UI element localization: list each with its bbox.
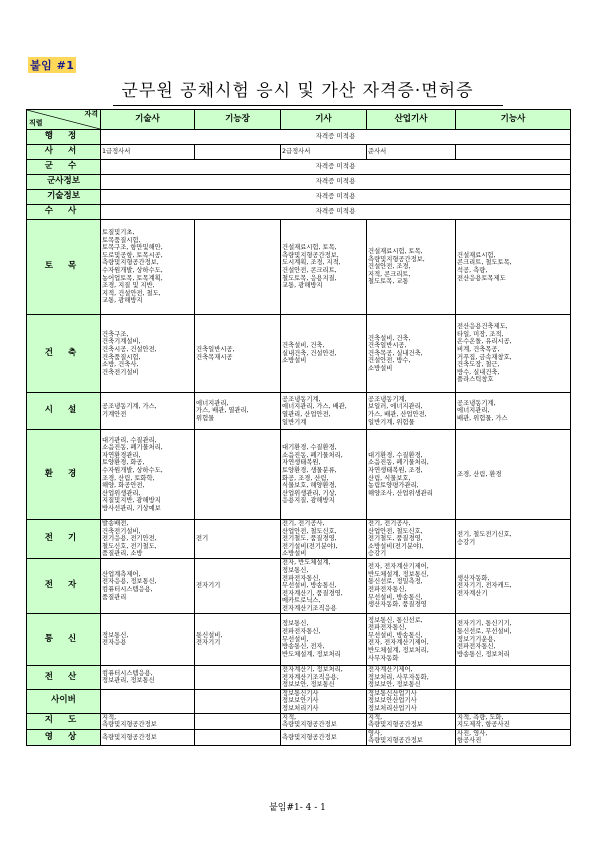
table-cell: 대기관리, 수질관리, 소음진동, 폐기물처리, 자연환경관리, 토양환경, 화공, 수자원개발, 상하수도, 조경, 산림, 토화학, 해양, 화공안전, 산업위생관리, 지질및지반, 광해방지 방사선관리, 기상예보 <box>101 430 195 520</box>
table-cell-span: 자격증 미적용 <box>101 130 571 145</box>
table-cell: 토질및기초, 토목품질시험, 토목구조, 항만및해안, 도로및공항, 토목시공, 측량및지형공간정보, 수자원개발, 상하수도, 농어업토목, 토목계획, 조경, 지질 및 지반, 지적, 건설안전, 철도, 교통, 광해방지 <box>101 220 195 315</box>
table-cell: 1급정사서 <box>101 145 195 160</box>
table-header-row <box>27 110 571 130</box>
table-cell: 건설재료시험, 토목, 측량및지형공간정보, 도시계획, 조경, 지적, 건설안전, 콘크리트, 철도토목, 응용지질, 교통, 광해방지 <box>281 220 367 315</box>
row-header: 수 사 <box>27 205 101 220</box>
table-cell: 정보통신, 전파전자통신, 무선설비, 방송통신, 전자, 반도체설계, 정보처리 <box>281 613 367 665</box>
table-cell: 컴퓨터시스템응용, 정보관리, 정보통신 <box>101 665 195 689</box>
column-header: 산업기사 <box>367 110 456 130</box>
page-footer: 붙임#1- 4 - 1 <box>269 803 326 813</box>
table-row <box>27 160 571 175</box>
table-cell: 지적, 측량및지형공간정보 <box>281 713 367 729</box>
table-cell: 대기환경, 수질환경, 소음진동, 폐기물처리, 자연생태복원, 토양환경, 생물분류, 화공, 조경, 산림, 식물보호, 해양환경, 산업위생관리, 기상, 응용지질, 광해방지 <box>281 430 367 520</box>
column-header: 기사 <box>281 110 367 130</box>
row-header: 전 기 <box>27 520 101 559</box>
table-cell: 공조냉동기계, 에너지관리, 가스, 배관, 열관리, 산업안전, 일반기계 <box>281 393 367 430</box>
license-table <box>26 109 571 746</box>
table-cell: 공조냉동기계, 보일러, 에너지관리, 가스, 배관, 산업안전, 일반기계, 위험물 <box>367 393 456 430</box>
row-header: 시 설 <box>27 393 101 430</box>
table-row <box>27 665 571 689</box>
table-cell: 지적, 측량및지형공간정보 <box>101 713 195 729</box>
row-header: 기술정보 <box>27 190 101 205</box>
table-cell: 정보통신, 전자응용 <box>101 613 195 665</box>
table-cell: 전기, 철도전기신호, 승강기 <box>456 520 571 559</box>
row-header: 사 서 <box>27 145 101 160</box>
table-cell: 에너지관리, 가스, 배관, 열관리, 위험물 <box>195 393 281 430</box>
table-row <box>27 220 571 315</box>
row-header: 지 도 <box>27 713 101 729</box>
row-header: 통 신 <box>27 613 101 665</box>
table-cell: 준사서 <box>367 145 456 160</box>
table-row <box>27 729 571 745</box>
table-cell <box>195 430 281 520</box>
table-row <box>27 689 571 713</box>
page-title <box>0 76 595 101</box>
table-cell: 전기, 전기공사, 산업안전, 철도신호, 전기철도, 품질경영, 전기설비(전기분야), 소방설비 <box>281 520 367 559</box>
table-cell <box>195 665 281 689</box>
table-cell <box>195 729 281 745</box>
row-header: 군사정보 <box>27 175 101 190</box>
table-row <box>27 145 571 160</box>
row-header: 환 경 <box>27 430 101 520</box>
title-underline <box>113 105 503 106</box>
table-cell: 전기, 전기공사, 산업안전, 철도신호, 전기철도, 품질경영, 소방설비(전기분야), 승강기 <box>367 520 456 559</box>
table-cell: 산업계측제어, 전자응용, 정보통신, 컴퓨터시스템응용, 품질관리 <box>101 558 195 613</box>
row-header: 행 정 <box>27 130 101 145</box>
table-cell-span: 자격증 미적용 <box>101 190 571 205</box>
table-cell <box>456 689 571 713</box>
row-header: 군 수 <box>27 160 101 175</box>
table-cell: 공조냉동기계, 가스, 기계안전 <box>101 393 195 430</box>
table-cell: 공조냉동기계, 에너지관리, 배관, 위험물, 가스 <box>456 393 571 430</box>
table-cell: 정보통신, 통신선로, 전파전자통신, 무선설비, 방송통신, 전자, 전자계산기제어, 반도체설계, 정보처리, 사무자동화 <box>367 613 456 665</box>
table-cell: 조경, 산림, 환경 <box>456 430 571 520</box>
table-cell: 건축일반시공, 건축목재시공 <box>195 315 281 393</box>
doc-label: 붙임 #1 <box>30 59 75 72</box>
table-cell: 정보통신기사 정보보안기사 정보처리기사 <box>281 689 367 713</box>
table-cell <box>195 145 281 160</box>
table-cell: 건설재료시험, 토목, 측량및지형공간정보, 건설안전, 조경, 지적, 콘크리트, 철도토목, 교통 <box>367 220 456 315</box>
table-cell <box>195 220 281 315</box>
table-row <box>27 130 571 145</box>
table-cell: 측량및지형공간정보 <box>281 729 367 745</box>
column-header: 기능장 <box>195 110 281 130</box>
table-cell: 건축구조, 건축기계설비, 건축시공, 건설안전, 건축품질시험, 소방, 건축사, 건축전기설비 <box>101 315 195 393</box>
table-row <box>27 205 571 220</box>
corner-label-top: 자격 <box>84 110 98 118</box>
table-cell <box>195 713 281 729</box>
column-header: 기능사 <box>456 110 571 130</box>
table-cell: 영사, 측량및지형공간정보 <box>367 729 456 745</box>
table-cell: 사진, 영사, 항공사진 <box>456 729 571 745</box>
table-cell: 전자, 반도체설계, 정보통신, 전파전자통신, 무선설비, 방송통신, 전자계산기, 품질경영, 메카트로닉스, 전자계산기조직응용 <box>281 558 367 613</box>
row-header: 토 목 <box>27 220 101 315</box>
table-row <box>27 190 571 205</box>
table-cell: 전자계산기, 정보처리, 전자계산기조직응용, 정보보안, 정보통신 <box>281 665 367 689</box>
table-cell-span: 자격증 미적용 <box>101 175 571 190</box>
row-header: 전 자 <box>27 558 101 613</box>
table-cell-span: 자격증 미적용 <box>101 205 571 220</box>
table-cell: 전기 <box>195 520 281 559</box>
table-row <box>27 713 571 729</box>
table-row <box>27 613 571 665</box>
table-row <box>27 430 571 520</box>
table-cell: 지적, 측량, 도화, 지도제작, 항공사진 <box>456 713 571 729</box>
table-row <box>27 175 571 190</box>
table-cell: 발송배전, 건축전기설비, 전기응용, 전기안전, 철도신호, 전기철도, 품질관리, 소방 <box>101 520 195 559</box>
table-cell: 2급정사서 <box>281 145 367 160</box>
table-body <box>27 130 571 746</box>
table-cell: 건축설비, 건축, 건축일반시공, 건축목공, 실내건축, 건설안전, 방수, 소방설비 <box>367 315 456 393</box>
table-row <box>27 520 571 559</box>
table-cell: 건축설비, 건축, 실내건축, 건설안전, 소방설비 <box>281 315 367 393</box>
table-cell: 건설재료시험, 콘크리트, 철도토목, 석공, 측량, 전산응용토목제도 <box>456 220 571 315</box>
row-header: 건 축 <box>27 315 101 393</box>
table-row <box>27 315 571 393</box>
table-row <box>27 558 571 613</box>
table-cell <box>456 145 571 160</box>
table-cell: 측량및지형공간정보 <box>101 729 195 745</box>
table-cell: 전자계산기제어, 정보처리, 사무자동화, 정보보안, 정보통신 <box>367 665 456 689</box>
corner-label-bottom: 직렬 <box>29 119 43 128</box>
table-cell-span: 자격증 미적용 <box>101 160 571 175</box>
table-cell: 대기환경, 수질환경, 소음진동, 폐기물처리, 자연생태복원, 조경, 산림, 식물보호, 농림토양평가관리, 해양조사, 산업위생관리 <box>367 430 456 520</box>
table-cell <box>456 665 571 689</box>
table-cell: 전산응용건축제도, 타일, 미장, 조적, 온수온돌, 유리시공, 비계, 건축목공, 거푸집, 금속재창호, 건축도장, 철근, 방수, 실내건축, 플라스틱창호 <box>456 315 571 393</box>
table-cell: 전자기기 <box>195 558 281 613</box>
row-header: 전 산 <box>27 665 101 689</box>
table-cell: 지적, 측량및지형공간정보 <box>367 713 456 729</box>
page-title-text: 군무원 공채시험 응시 및 가산 자격증·면허증 <box>121 81 474 101</box>
table-row <box>27 393 571 430</box>
row-header: 사이버 <box>27 689 101 713</box>
row-header: 영 상 <box>27 729 101 745</box>
table-cell <box>101 689 195 713</box>
corner-header <box>27 110 101 130</box>
table-cell: 정보통신산업기사 정보보안산업기사 정보처리산업기사 <box>367 689 456 713</box>
table-cell: 통신설비, 전자기기 <box>195 613 281 665</box>
table-cell <box>195 689 281 713</box>
table-cell: 전자, 전자계산기제어, 반도체설계, 정보통신, 통신선로, 정밀측정, 전파전자통신, 무선설비, 방송통신, 생산자동화, 품질경영 <box>367 558 456 613</box>
table-cell: 전자기기, 통신기기, 통신선로, 무선설비, 정보기기운용, 전파전자통신, 방송통신, 정보처리 <box>456 613 571 665</box>
table-cell: 생산자동화, 전자기기, 전자캐드, 전자계산기 <box>456 558 571 613</box>
column-header: 기술사 <box>101 110 195 130</box>
